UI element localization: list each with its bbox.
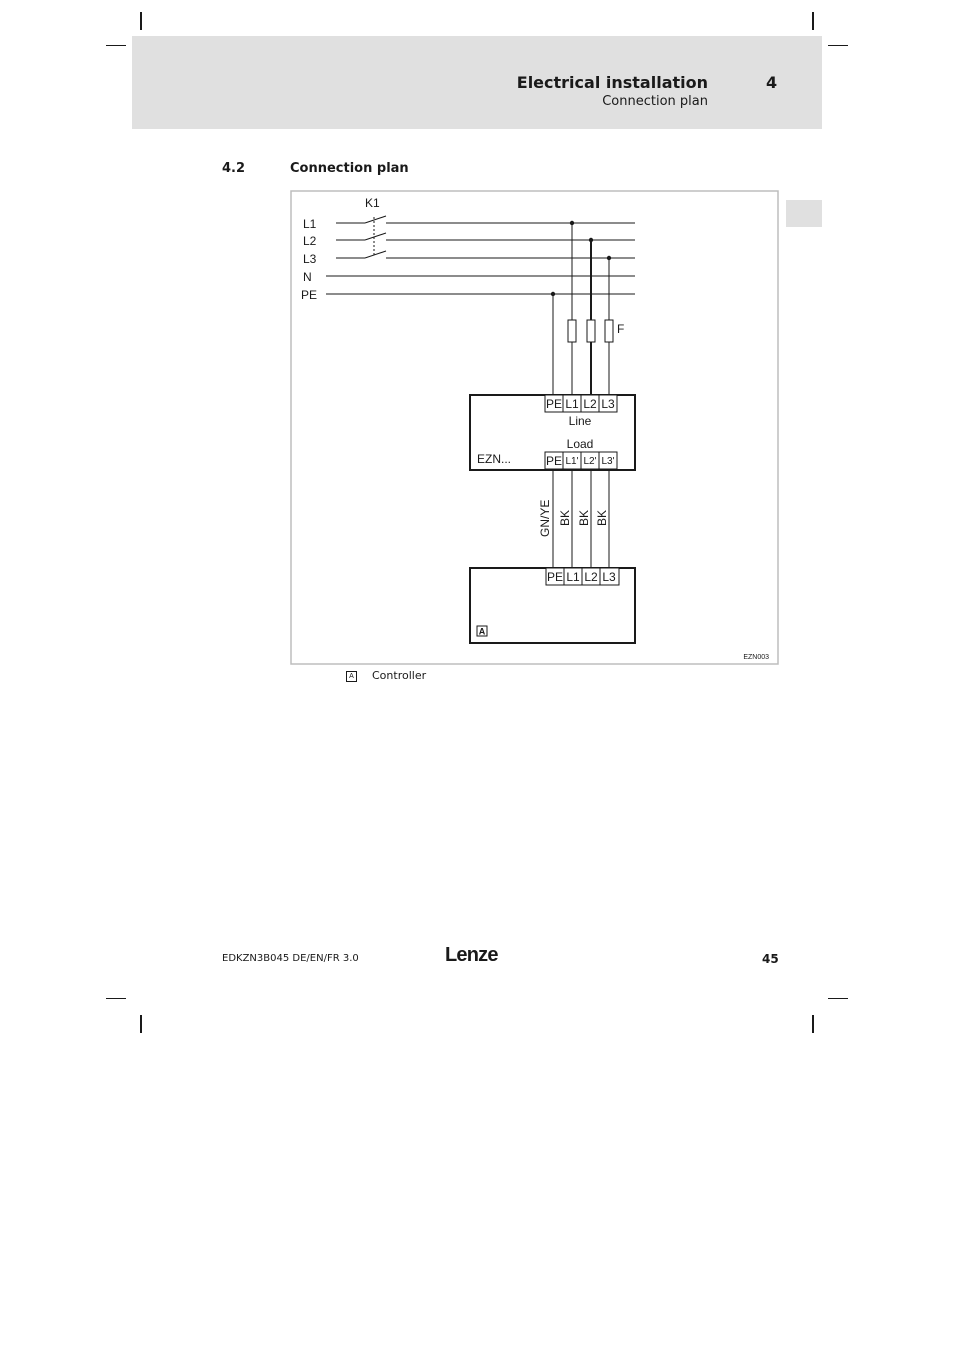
- mains-label-l2: L2: [303, 234, 317, 248]
- device-label: EZN...: [477, 452, 512, 466]
- terminal-load-pe: PE: [545, 454, 563, 468]
- fuse-label: F: [617, 322, 625, 336]
- connection-diagram: [290, 190, 780, 666]
- crop-mark: [828, 45, 848, 46]
- legend-text: Controller: [372, 669, 427, 682]
- wire-color-l3: BK: [595, 509, 609, 526]
- figure-frame: [291, 191, 778, 664]
- figure-code: EZN003: [743, 654, 769, 661]
- crop-mark: [812, 1015, 814, 1033]
- mains-label-l1: L1: [303, 217, 317, 231]
- terminal-load-l1: L1': [565, 456, 579, 467]
- section-number: 4.2: [222, 161, 246, 176]
- document-code: EDKZN3B045 DE/EN/FR 3.0: [222, 953, 359, 964]
- chapter-subtitle: Connection plan: [602, 94, 708, 109]
- lenze-logo-text: Lenze: [445, 944, 498, 966]
- wire-color-pe: GN/YE: [538, 499, 552, 537]
- mains-label-pe: PE: [301, 288, 318, 302]
- mains-label-l3: L3: [303, 252, 317, 266]
- wire-color-l1: BK: [558, 509, 572, 526]
- terminal-ctrl-l1: L1: [566, 570, 580, 584]
- mains-lines: [326, 216, 635, 294]
- side-tab-marker: [786, 200, 822, 227]
- terminal-ctrl-l3: L3: [602, 570, 616, 584]
- chapter-title: Electrical installation: [516, 73, 708, 92]
- contactor-label: K1: [365, 196, 380, 210]
- fuse-l2: [587, 320, 595, 342]
- terminal-line-pe: PE: [545, 397, 563, 411]
- mains-label-n: N: [303, 270, 312, 284]
- crop-mark: [106, 998, 126, 999]
- terminal-load-l3: L3': [601, 456, 615, 467]
- terminal-load-l2: L2': [583, 456, 597, 467]
- controller-marker: A: [478, 626, 486, 637]
- terminal-line-l2: L2: [583, 397, 597, 411]
- crop-mark: [106, 45, 126, 46]
- terminal-ctrl-pe: PE: [546, 570, 564, 584]
- wire-color-l2: BK: [577, 509, 591, 526]
- crop-mark: [828, 998, 848, 999]
- crop-mark: [140, 1015, 142, 1033]
- section-title: Connection plan: [290, 161, 409, 176]
- terminal-line-l1: L1: [565, 397, 579, 411]
- header-band: [132, 36, 822, 129]
- crop-mark: [140, 12, 142, 30]
- fuse-l3: [605, 320, 613, 342]
- supply-wires: [553, 223, 609, 395]
- chapter-number: 4: [766, 73, 778, 92]
- load-caption: Load: [566, 437, 594, 451]
- page-number: 45: [762, 952, 779, 966]
- lenze-logo: [444, 942, 508, 966]
- terminal-ctrl-l2: L2: [584, 570, 598, 584]
- fuse-l1: [568, 320, 576, 342]
- legend-marker: A: [346, 671, 357, 682]
- line-caption: Line: [568, 414, 592, 428]
- terminal-line-l3: L3: [601, 397, 615, 411]
- crop-mark: [812, 12, 814, 30]
